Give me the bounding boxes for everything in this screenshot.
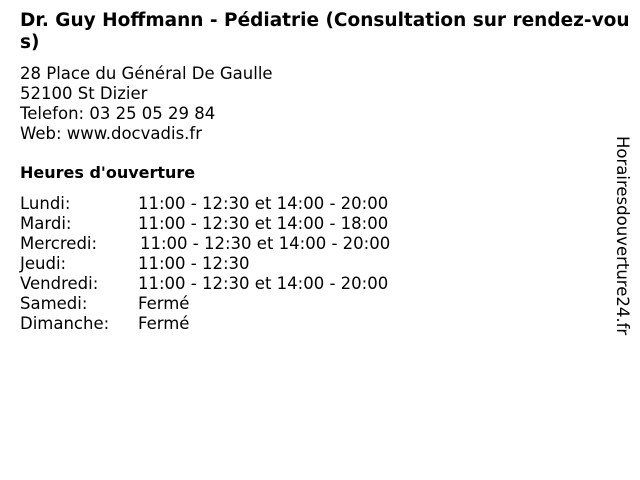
day-hours: 11:00 - 12:30 et 14:00 - 20:00 bbox=[138, 274, 389, 293]
day-label: Mardi: bbox=[20, 214, 72, 233]
day-hours: 11:00 - 12:30 bbox=[138, 254, 250, 273]
address-block bbox=[20, 64, 273, 144]
opening-hours-heading: Heures d'ouverture bbox=[20, 163, 196, 182]
day-label: Vendredi: bbox=[20, 274, 99, 293]
day-hours: Fermé bbox=[138, 314, 190, 333]
page-title: Dr. Guy Hoffmann - Pédiatrie (Consultation sur rendez-vous) bbox=[20, 10, 630, 53]
day-label: Dimanche: bbox=[20, 314, 110, 333]
website: Web: www.docvadis.fr bbox=[20, 124, 202, 143]
day-label: Lundi: bbox=[20, 194, 71, 213]
day-label: Jeudi: bbox=[20, 254, 67, 273]
site-watermark: Horairesdouverture24.fr bbox=[613, 136, 632, 336]
street-address: 28 Place du Général De Gaulle bbox=[20, 64, 273, 83]
city-postal-code: 52100 St Dizier bbox=[20, 84, 148, 103]
day-hours: Fermé bbox=[138, 294, 190, 313]
day-label: Mercredi: bbox=[20, 234, 98, 253]
day-hours: 11:00 - 12:30 et 14:00 - 20:00 bbox=[138, 194, 389, 213]
phone-number: Telefon: 03 25 05 29 84 bbox=[20, 104, 216, 123]
day-label: Samedi: bbox=[20, 294, 88, 313]
day-hours: 11:00 - 12:30 et 14:00 - 20:00 bbox=[140, 234, 391, 253]
day-hours: 11:00 - 12:30 et 14:00 - 18:00 bbox=[138, 214, 389, 233]
